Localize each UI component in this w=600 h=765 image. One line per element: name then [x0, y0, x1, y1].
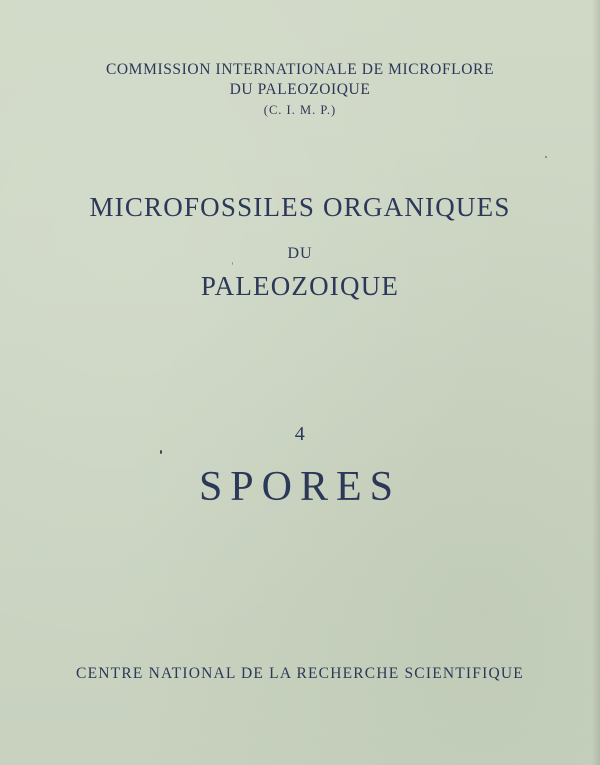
organization-acronym: (C. I. M. P.) [263, 103, 337, 117]
organization-line-1: COMMISSION INTERNATIONALE DE MICROFLORE [105, 61, 495, 78]
volume-number: 4 [294, 423, 306, 445]
volume-name: SPORES [198, 464, 402, 510]
paper-speck [160, 450, 162, 454]
paper-speck [232, 262, 233, 265]
paper-speck [545, 156, 547, 158]
title-line-1: MICROFOSSILES ORGANIQUES [89, 192, 511, 222]
organization-line-2: DU PALEOZOIQUE [229, 81, 371, 98]
title-line-2: DU [287, 245, 313, 262]
title-line-3: PALEOZOIQUE [200, 271, 400, 301]
publisher: CENTRE NATIONAL DE LA RECHERCHE SCIENTIFIQUE [76, 665, 524, 682]
